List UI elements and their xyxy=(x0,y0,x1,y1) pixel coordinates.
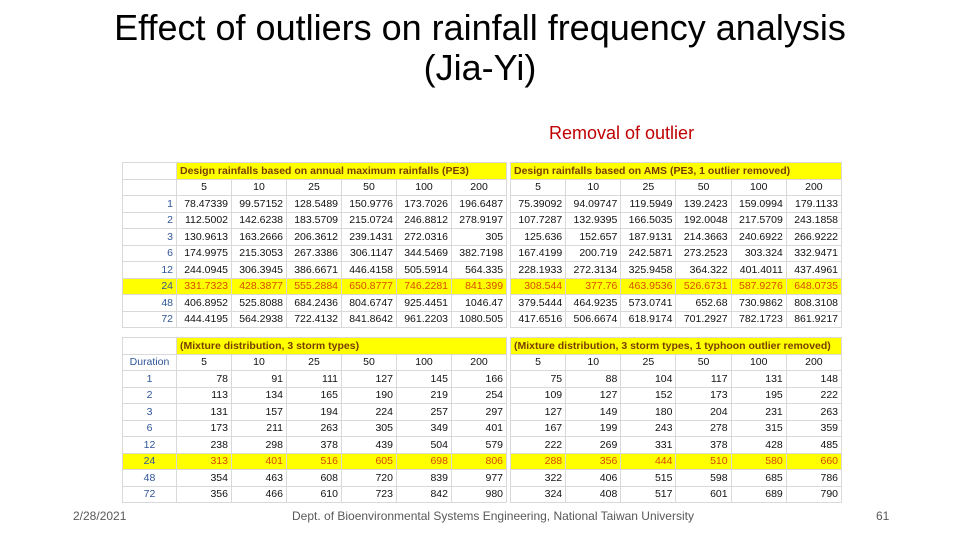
return-period-header: 100 xyxy=(397,179,452,196)
value-cell: 231 xyxy=(731,404,786,421)
value-cell: 174.9975 xyxy=(177,245,232,262)
duration-cell: 3 xyxy=(123,229,177,246)
value-cell: 215.3053 xyxy=(232,245,287,262)
value-cell: 564.335 xyxy=(452,262,507,279)
return-period-header: 100 xyxy=(731,354,786,371)
value-cell: 167.4199 xyxy=(511,245,566,262)
table-title: Design rainfalls based on AMS (PE3, 1 outlier removed) xyxy=(511,163,842,180)
value-cell: 564.2938 xyxy=(232,311,287,328)
value-cell: 246.8812 xyxy=(397,212,452,229)
value-cell: 386.6671 xyxy=(287,262,342,279)
table-row xyxy=(123,420,507,437)
return-period-header: 200 xyxy=(786,179,841,196)
value-cell: 555.2884 xyxy=(287,278,342,295)
value-cell: 117 xyxy=(676,371,731,388)
value-cell: 406.8952 xyxy=(177,295,232,312)
value-cell: 406 xyxy=(566,470,621,487)
value-cell: 685 xyxy=(731,470,786,487)
value-cell: 466 xyxy=(232,486,287,503)
value-cell: 331 xyxy=(621,437,676,454)
value-cell: 808.3108 xyxy=(786,295,841,312)
value-cell: 382.7198 xyxy=(452,245,507,262)
value-cell: 861.9217 xyxy=(786,311,841,328)
value-cell: 111 xyxy=(287,371,342,388)
value-cell: 313 xyxy=(177,453,232,470)
value-cell: 278 xyxy=(676,420,731,437)
value-cell: 428.3877 xyxy=(232,278,287,295)
value-cell: 428 xyxy=(731,437,786,454)
value-cell: 660 xyxy=(786,453,841,470)
duration-cell: 72 xyxy=(123,311,177,328)
slide-title xyxy=(0,8,960,88)
value-cell: 573.0741 xyxy=(621,295,676,312)
table-row xyxy=(511,278,842,295)
value-cell: 652.68 xyxy=(676,295,731,312)
value-cell: 134 xyxy=(232,387,287,404)
value-cell: 379.5444 xyxy=(511,295,566,312)
value-cell: 75.39092 xyxy=(511,196,566,213)
page-number: 61 xyxy=(876,509,890,523)
value-cell: 444.4195 xyxy=(177,311,232,328)
value-cell: 297 xyxy=(452,404,507,421)
duration-cell: 2 xyxy=(123,212,177,229)
value-cell: 167 xyxy=(511,420,566,437)
value-cell: 163.2666 xyxy=(232,229,287,246)
duration-cell: 3 xyxy=(123,404,177,421)
value-cell: 104 xyxy=(621,371,676,388)
value-cell: 723 xyxy=(342,486,397,503)
value-cell: 222 xyxy=(786,387,841,404)
value-cell: 149 xyxy=(566,404,621,421)
value-cell: 125.636 xyxy=(511,229,566,246)
value-cell: 408 xyxy=(566,486,621,503)
value-cell: 131 xyxy=(731,371,786,388)
table-title: Design rainfalls based on annual maximum rainfalls (PE3) xyxy=(177,163,507,180)
value-cell: 356 xyxy=(177,486,232,503)
value-cell: 130.9613 xyxy=(177,229,232,246)
duration-cell: 1 xyxy=(123,196,177,213)
value-cell: 650.8777 xyxy=(342,278,397,295)
table-row xyxy=(123,371,507,388)
value-cell: 119.5949 xyxy=(621,196,676,213)
return-period-header: 25 xyxy=(287,354,342,371)
duration-cell: 6 xyxy=(123,245,177,262)
table-row xyxy=(511,311,842,328)
value-cell: 516 xyxy=(287,453,342,470)
table-row xyxy=(123,212,507,229)
value-cell: 190 xyxy=(342,387,397,404)
table-row xyxy=(511,470,842,487)
return-period-header: 200 xyxy=(452,179,507,196)
value-cell: 517 xyxy=(621,486,676,503)
value-cell: 608 xyxy=(287,470,342,487)
value-cell: 720 xyxy=(342,470,397,487)
value-cell: 601 xyxy=(676,486,731,503)
table-row xyxy=(511,437,842,454)
table-row xyxy=(511,196,842,213)
value-cell: 215.0724 xyxy=(342,212,397,229)
value-cell: 580 xyxy=(731,453,786,470)
value-cell: 179.1133 xyxy=(786,196,841,213)
table-mixture-distribution xyxy=(122,337,507,503)
duration-cell: 24 xyxy=(123,453,177,470)
value-cell: 180 xyxy=(621,404,676,421)
value-cell: 139.2423 xyxy=(676,196,731,213)
value-cell: 925.4451 xyxy=(397,295,452,312)
value-cell: 196.6487 xyxy=(452,196,507,213)
return-period-header: 25 xyxy=(621,179,676,196)
duration-header: Duration xyxy=(123,354,177,371)
value-cell: 356 xyxy=(566,453,621,470)
value-cell: 254 xyxy=(452,387,507,404)
value-cell: 91 xyxy=(232,371,287,388)
value-cell: 506.6674 xyxy=(566,311,621,328)
value-cell: 306.1147 xyxy=(342,245,397,262)
value-cell: 305 xyxy=(342,420,397,437)
return-period-row xyxy=(123,179,507,196)
table-row xyxy=(123,229,507,246)
value-cell: 515 xyxy=(621,470,676,487)
value-cell: 238 xyxy=(177,437,232,454)
return-period-header: 50 xyxy=(676,354,731,371)
return-period-header: 5 xyxy=(511,179,566,196)
value-cell: 841.399 xyxy=(452,278,507,295)
table-row xyxy=(123,387,507,404)
table-row xyxy=(123,404,507,421)
value-cell: 152.657 xyxy=(566,229,621,246)
table-row xyxy=(123,196,507,213)
value-cell: 605 xyxy=(342,453,397,470)
return-period-header: 25 xyxy=(287,179,342,196)
value-cell: 142.6238 xyxy=(232,212,287,229)
value-cell: 228.1933 xyxy=(511,262,566,279)
value-cell: 195 xyxy=(731,387,786,404)
value-cell: 782.1723 xyxy=(731,311,786,328)
return-period-header: 50 xyxy=(676,179,731,196)
value-cell: 698 xyxy=(397,453,452,470)
return-period-header: 25 xyxy=(621,354,676,371)
value-cell: 349 xyxy=(397,420,452,437)
empty-cell xyxy=(123,179,177,196)
value-cell: 107.7287 xyxy=(511,212,566,229)
return-period-header: 10 xyxy=(566,179,621,196)
value-cell: 722.4132 xyxy=(287,311,342,328)
empty-cell xyxy=(123,338,177,355)
duration-cell: 48 xyxy=(123,295,177,312)
value-cell: 806 xyxy=(452,453,507,470)
table-title: (Mixture distribution, 3 storm types) xyxy=(177,338,507,355)
value-cell: 354 xyxy=(177,470,232,487)
value-cell: 88 xyxy=(566,371,621,388)
value-cell: 94.09747 xyxy=(566,196,621,213)
value-cell: 961.2203 xyxy=(397,311,452,328)
value-cell: 446.4158 xyxy=(342,262,397,279)
empty-cell xyxy=(123,163,177,180)
value-cell: 463 xyxy=(232,470,287,487)
value-cell: 980 xyxy=(452,486,507,503)
value-cell: 240.6922 xyxy=(731,229,786,246)
value-cell: 298 xyxy=(232,437,287,454)
value-cell: 269 xyxy=(566,437,621,454)
value-cell: 401 xyxy=(452,420,507,437)
value-cell: 239.1431 xyxy=(342,229,397,246)
value-cell: 610 xyxy=(287,486,342,503)
duration-cell: 12 xyxy=(123,262,177,279)
value-cell: 839 xyxy=(397,470,452,487)
value-cell: 192.0048 xyxy=(676,212,731,229)
table-row xyxy=(123,437,507,454)
value-cell: 75 xyxy=(511,371,566,388)
value-cell: 504 xyxy=(397,437,452,454)
value-cell: 244.0945 xyxy=(177,262,232,279)
value-cell: 401 xyxy=(232,453,287,470)
value-cell: 464.9235 xyxy=(566,295,621,312)
value-cell: 325.9458 xyxy=(621,262,676,279)
return-period-header: 5 xyxy=(511,354,566,371)
table-row xyxy=(511,404,842,421)
table-row xyxy=(123,278,507,295)
table-row xyxy=(123,486,507,503)
removal-of-outlier-label: Removal of outlier xyxy=(549,123,695,143)
value-cell: 525.8088 xyxy=(232,295,287,312)
duration-cell: 24 xyxy=(123,278,177,295)
value-cell: 267.3386 xyxy=(287,245,342,262)
value-cell: 510 xyxy=(676,453,731,470)
value-cell: 331.7323 xyxy=(177,278,232,295)
value-cell: 78.47339 xyxy=(177,196,232,213)
value-cell: 485 xyxy=(786,437,841,454)
value-cell: 187.9131 xyxy=(621,229,676,246)
value-cell: 324 xyxy=(511,486,566,503)
value-cell: 150.9776 xyxy=(342,196,397,213)
value-cell: 526.6731 xyxy=(676,278,731,295)
value-cell: 746.2281 xyxy=(397,278,452,295)
value-cell: 266.9222 xyxy=(786,229,841,246)
table-row xyxy=(123,470,507,487)
value-cell: 579 xyxy=(452,437,507,454)
title-line-2: (Jia-Yi) xyxy=(423,47,537,88)
value-cell: 273.2523 xyxy=(676,245,731,262)
value-cell: 272.0316 xyxy=(397,229,452,246)
value-cell: 977 xyxy=(452,470,507,487)
table-title-row xyxy=(123,163,507,180)
value-cell: 272.3134 xyxy=(566,262,621,279)
value-cell: 322 xyxy=(511,470,566,487)
return-period-header: 5 xyxy=(177,354,232,371)
value-cell: 598 xyxy=(676,470,731,487)
table-row xyxy=(123,453,507,470)
value-cell: 194 xyxy=(287,404,342,421)
footer-date: 2/28/2021 xyxy=(73,509,127,523)
duration-cell: 12 xyxy=(123,437,177,454)
value-cell: 701.2927 xyxy=(676,311,731,328)
value-cell: 306.3945 xyxy=(232,262,287,279)
value-cell: 505.5914 xyxy=(397,262,452,279)
value-cell: 790 xyxy=(786,486,841,503)
value-cell: 305 xyxy=(452,229,507,246)
value-cell: 243 xyxy=(621,420,676,437)
value-cell: 439 xyxy=(342,437,397,454)
value-cell: 222 xyxy=(511,437,566,454)
value-cell: 730.9862 xyxy=(731,295,786,312)
value-cell: 377.76 xyxy=(566,278,621,295)
value-cell: 344.5469 xyxy=(397,245,452,262)
value-cell: 78 xyxy=(177,371,232,388)
value-cell: 278.9197 xyxy=(452,212,507,229)
table-row xyxy=(511,371,842,388)
return-period-header: 200 xyxy=(786,354,841,371)
value-cell: 173.7026 xyxy=(397,196,452,213)
return-period-row xyxy=(511,179,842,196)
value-cell: 145 xyxy=(397,371,452,388)
duration-cell: 72 xyxy=(123,486,177,503)
title-line-1: Effect of outliers on rainfall frequency analysis xyxy=(114,7,846,48)
value-cell: 183.5709 xyxy=(287,212,342,229)
value-cell: 437.4961 xyxy=(786,262,841,279)
table-title-row xyxy=(511,163,842,180)
value-cell: 1046.47 xyxy=(452,295,507,312)
table-row xyxy=(511,453,842,470)
table-row xyxy=(511,245,842,262)
value-cell: 444 xyxy=(621,453,676,470)
value-cell: 132.9395 xyxy=(566,212,621,229)
value-cell: 113 xyxy=(177,387,232,404)
duration-cell: 48 xyxy=(123,470,177,487)
value-cell: 257 xyxy=(397,404,452,421)
return-period-header: 5 xyxy=(177,179,232,196)
value-cell: 206.3612 xyxy=(287,229,342,246)
value-cell: 157 xyxy=(232,404,287,421)
return-period-header: 10 xyxy=(232,354,287,371)
value-cell: 166.5035 xyxy=(621,212,676,229)
return-period-header: 100 xyxy=(731,179,786,196)
value-cell: 217.5709 xyxy=(731,212,786,229)
return-period-header: 200 xyxy=(452,354,507,371)
return-period-row xyxy=(511,354,842,371)
return-period-header: 10 xyxy=(232,179,287,196)
footer-department: Dept. of Bioenvironmental Systems Engineering, National Taiwan University xyxy=(292,509,694,523)
table-ams-pe3-outlier-removed xyxy=(510,162,842,328)
value-cell: 242.5871 xyxy=(621,245,676,262)
duration-cell: 6 xyxy=(123,420,177,437)
value-cell: 804.6747 xyxy=(342,295,397,312)
value-cell: 219 xyxy=(397,387,452,404)
value-cell: 224 xyxy=(342,404,397,421)
value-cell: 200.719 xyxy=(566,245,621,262)
value-cell: 689 xyxy=(731,486,786,503)
value-cell: 173 xyxy=(177,420,232,437)
table-row xyxy=(511,387,842,404)
value-cell: 128.5489 xyxy=(287,196,342,213)
value-cell: 841.8642 xyxy=(342,311,397,328)
value-cell: 417.6516 xyxy=(511,311,566,328)
return-period-row xyxy=(123,354,507,371)
value-cell: 263 xyxy=(786,404,841,421)
value-cell: 648.0735 xyxy=(786,278,841,295)
value-cell: 211 xyxy=(232,420,287,437)
value-cell: 1080.505 xyxy=(452,311,507,328)
return-period-header: 50 xyxy=(342,354,397,371)
table-ams-pe3 xyxy=(122,162,507,328)
table-row xyxy=(123,245,507,262)
value-cell: 166 xyxy=(452,371,507,388)
return-period-header: 50 xyxy=(342,179,397,196)
table-row xyxy=(511,262,842,279)
table-title-row xyxy=(123,338,507,355)
value-cell: 204 xyxy=(676,404,731,421)
value-cell: 109 xyxy=(511,387,566,404)
value-cell: 165 xyxy=(287,387,342,404)
table-row xyxy=(123,295,507,312)
table-row xyxy=(123,311,507,328)
value-cell: 378 xyxy=(676,437,731,454)
value-cell: 127 xyxy=(511,404,566,421)
table-row xyxy=(511,420,842,437)
value-cell: 243.1858 xyxy=(786,212,841,229)
value-cell: 378 xyxy=(287,437,342,454)
value-cell: 131 xyxy=(177,404,232,421)
value-cell: 148 xyxy=(786,371,841,388)
value-cell: 332.9471 xyxy=(786,245,841,262)
table-title-row xyxy=(511,338,842,355)
value-cell: 127 xyxy=(566,387,621,404)
value-cell: 199 xyxy=(566,420,621,437)
value-cell: 684.2436 xyxy=(287,295,342,312)
value-cell: 401.4011 xyxy=(731,262,786,279)
value-cell: 173 xyxy=(676,387,731,404)
value-cell: 842 xyxy=(397,486,452,503)
value-cell: 263 xyxy=(287,420,342,437)
value-cell: 303.324 xyxy=(731,245,786,262)
value-cell: 112.5002 xyxy=(177,212,232,229)
table-title: (Mixture distribution, 3 storm types, 1 typhoon outlier removed) xyxy=(511,338,842,355)
value-cell: 152 xyxy=(621,387,676,404)
value-cell: 364.322 xyxy=(676,262,731,279)
table-row xyxy=(511,486,842,503)
value-cell: 587.9276 xyxy=(731,278,786,295)
table-mixture-outlier-removed xyxy=(510,337,842,503)
value-cell: 308.544 xyxy=(511,278,566,295)
value-cell: 127 xyxy=(342,371,397,388)
value-cell: 159.0994 xyxy=(731,196,786,213)
table-row xyxy=(511,295,842,312)
duration-cell: 2 xyxy=(123,387,177,404)
table-row xyxy=(511,229,842,246)
value-cell: 786 xyxy=(786,470,841,487)
value-cell: 214.3663 xyxy=(676,229,731,246)
value-cell: 99.57152 xyxy=(232,196,287,213)
duration-cell: 1 xyxy=(123,371,177,388)
table-row xyxy=(123,262,507,279)
return-period-header: 10 xyxy=(566,354,621,371)
return-period-header: 100 xyxy=(397,354,452,371)
value-cell: 315 xyxy=(731,420,786,437)
value-cell: 463.9536 xyxy=(621,278,676,295)
value-cell: 288 xyxy=(511,453,566,470)
value-cell: 618.9174 xyxy=(621,311,676,328)
value-cell: 359 xyxy=(786,420,841,437)
table-row xyxy=(511,212,842,229)
